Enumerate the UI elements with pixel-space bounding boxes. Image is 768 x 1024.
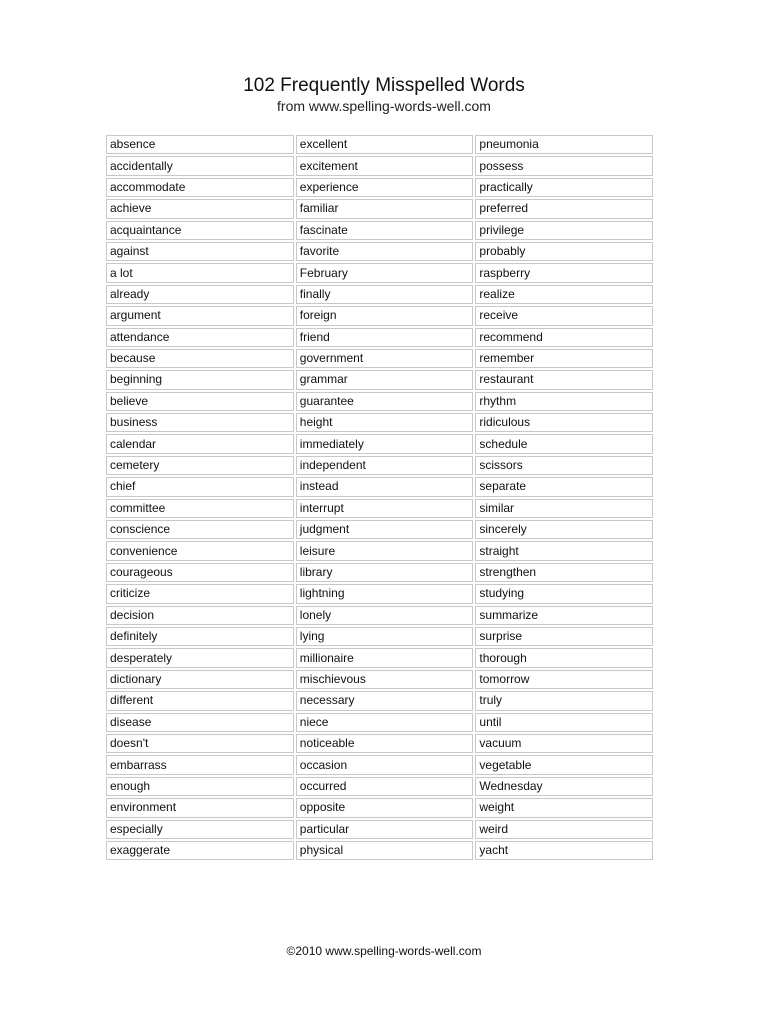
word-cell: library <box>296 563 474 582</box>
word-cell: straight <box>475 541 653 560</box>
word-cell: opposite <box>296 798 474 817</box>
word-cell: rhythm <box>475 392 653 411</box>
word-cell: possess <box>475 156 653 175</box>
word-cell: grammar <box>296 370 474 389</box>
word-cell: niece <box>296 713 474 732</box>
table-row <box>106 691 653 710</box>
table-row <box>106 434 653 453</box>
table-row <box>106 392 653 411</box>
word-cell: beginning <box>106 370 294 389</box>
table-row <box>106 156 653 175</box>
table-row <box>106 820 653 839</box>
word-cell: mischievous <box>296 670 474 689</box>
word-cell: desperately <box>106 648 294 667</box>
word-cell: friend <box>296 328 474 347</box>
word-cell: exaggerate <box>106 841 294 860</box>
word-cell: instead <box>296 477 474 496</box>
word-cell: dictionary <box>106 670 294 689</box>
page-footer: ©2010 www.spelling-words-well.com <box>286 944 482 958</box>
page-title: 102 Frequently Misspelled Words <box>243 75 525 96</box>
table-row <box>106 477 653 496</box>
word-cell: familiar <box>296 199 474 218</box>
table-row <box>106 520 653 539</box>
table-row <box>106 456 653 475</box>
word-cell: interrupt <box>296 499 474 518</box>
word-cell: necessary <box>296 691 474 710</box>
word-cell: remember <box>475 349 653 368</box>
word-cell: criticize <box>106 584 294 603</box>
word-cell: convenience <box>106 541 294 560</box>
table-row <box>106 541 653 560</box>
table-row <box>106 627 653 646</box>
word-cell: occasion <box>296 755 474 774</box>
word-cell: because <box>106 349 294 368</box>
word-cell: business <box>106 413 294 432</box>
word-cell: occurred <box>296 777 474 796</box>
word-cell: studying <box>475 584 653 603</box>
word-cell: scissors <box>475 456 653 475</box>
table-row <box>106 734 653 753</box>
word-cell: thorough <box>475 648 653 667</box>
table-row <box>106 606 653 625</box>
word-cell: cemetery <box>106 456 294 475</box>
word-cell: excellent <box>296 135 474 154</box>
word-cell: tomorrow <box>475 670 653 689</box>
word-cell: government <box>296 349 474 368</box>
table-row <box>106 798 653 817</box>
word-cell: decision <box>106 606 294 625</box>
word-cell: strengthen <box>475 563 653 582</box>
word-cell: raspberry <box>475 263 653 282</box>
word-cell: committee <box>106 499 294 518</box>
word-cell: disease <box>106 713 294 732</box>
table-row <box>106 413 653 432</box>
word-cell: acquaintance <box>106 221 294 240</box>
word-cell: especially <box>106 820 294 839</box>
word-cell: definitely <box>106 627 294 646</box>
word-cell: courageous <box>106 563 294 582</box>
word-cell: truly <box>475 691 653 710</box>
word-cell: separate <box>475 477 653 496</box>
word-cell: experience <box>296 178 474 197</box>
word-cell: believe <box>106 392 294 411</box>
word-cell: weird <box>475 820 653 839</box>
word-cell: ridiculous <box>475 413 653 432</box>
word-cell: similar <box>475 499 653 518</box>
word-cell: lightning <box>296 584 474 603</box>
table-row <box>106 563 653 582</box>
word-cell: calendar <box>106 434 294 453</box>
word-cell: guarantee <box>296 392 474 411</box>
table-row <box>106 221 653 240</box>
table-row <box>106 499 653 518</box>
word-cell: noticeable <box>296 734 474 753</box>
word-cell: probably <box>475 242 653 261</box>
word-cell: independent <box>296 456 474 475</box>
word-cell: realize <box>475 285 653 304</box>
word-cell: vacuum <box>475 734 653 753</box>
words-table <box>104 133 655 862</box>
word-cell: finally <box>296 285 474 304</box>
table-row <box>106 199 653 218</box>
word-cell: particular <box>296 820 474 839</box>
table-row <box>106 349 653 368</box>
word-cell: environment <box>106 798 294 817</box>
table-row <box>106 584 653 603</box>
word-cell: a lot <box>106 263 294 282</box>
word-cell: immediately <box>296 434 474 453</box>
table-row <box>106 263 653 282</box>
word-cell: pneumonia <box>475 135 653 154</box>
word-cell: recommend <box>475 328 653 347</box>
word-cell: conscience <box>106 520 294 539</box>
words-table-body <box>106 135 653 860</box>
table-row <box>106 841 653 860</box>
table-row <box>106 285 653 304</box>
word-cell: accommodate <box>106 178 294 197</box>
word-cell: argument <box>106 306 294 325</box>
word-cell: favorite <box>296 242 474 261</box>
word-cell: millionaire <box>296 648 474 667</box>
table-row <box>106 713 653 732</box>
table-row <box>106 670 653 689</box>
table-row <box>106 135 653 154</box>
word-cell: foreign <box>296 306 474 325</box>
word-cell: restaurant <box>475 370 653 389</box>
word-cell: lying <box>296 627 474 646</box>
word-cell: doesn't <box>106 734 294 753</box>
word-cell: excitement <box>296 156 474 175</box>
word-cell: February <box>296 263 474 282</box>
table-row <box>106 777 653 796</box>
word-cell: achieve <box>106 199 294 218</box>
word-cell: embarrass <box>106 755 294 774</box>
table-row <box>106 306 653 325</box>
word-cell: practically <box>475 178 653 197</box>
word-cell: privilege <box>475 221 653 240</box>
page-subtitle: from www.spelling-words-well.com <box>277 98 491 114</box>
word-cell: against <box>106 242 294 261</box>
word-cell: preferred <box>475 199 653 218</box>
table-row <box>106 178 653 197</box>
word-cell: absence <box>106 135 294 154</box>
word-cell: height <box>296 413 474 432</box>
table-row <box>106 648 653 667</box>
word-cell: yacht <box>475 841 653 860</box>
word-cell: lonely <box>296 606 474 625</box>
word-cell: weight <box>475 798 653 817</box>
word-cell: physical <box>296 841 474 860</box>
word-cell: enough <box>106 777 294 796</box>
word-cell: leisure <box>296 541 474 560</box>
word-cell: judgment <box>296 520 474 539</box>
word-cell: attendance <box>106 328 294 347</box>
word-cell: already <box>106 285 294 304</box>
word-cell: receive <box>475 306 653 325</box>
table-row <box>106 242 653 261</box>
word-cell: accidentally <box>106 156 294 175</box>
word-cell: schedule <box>475 434 653 453</box>
word-cell: different <box>106 691 294 710</box>
word-cell: fascinate <box>296 221 474 240</box>
word-cell: until <box>475 713 653 732</box>
word-cell: vegetable <box>475 755 653 774</box>
word-cell: Wednesday <box>475 777 653 796</box>
word-cell: summarize <box>475 606 653 625</box>
table-row <box>106 328 653 347</box>
table-row <box>106 755 653 774</box>
table-row <box>106 370 653 389</box>
word-cell: surprise <box>475 627 653 646</box>
word-cell: sincerely <box>475 520 653 539</box>
word-cell: chief <box>106 477 294 496</box>
